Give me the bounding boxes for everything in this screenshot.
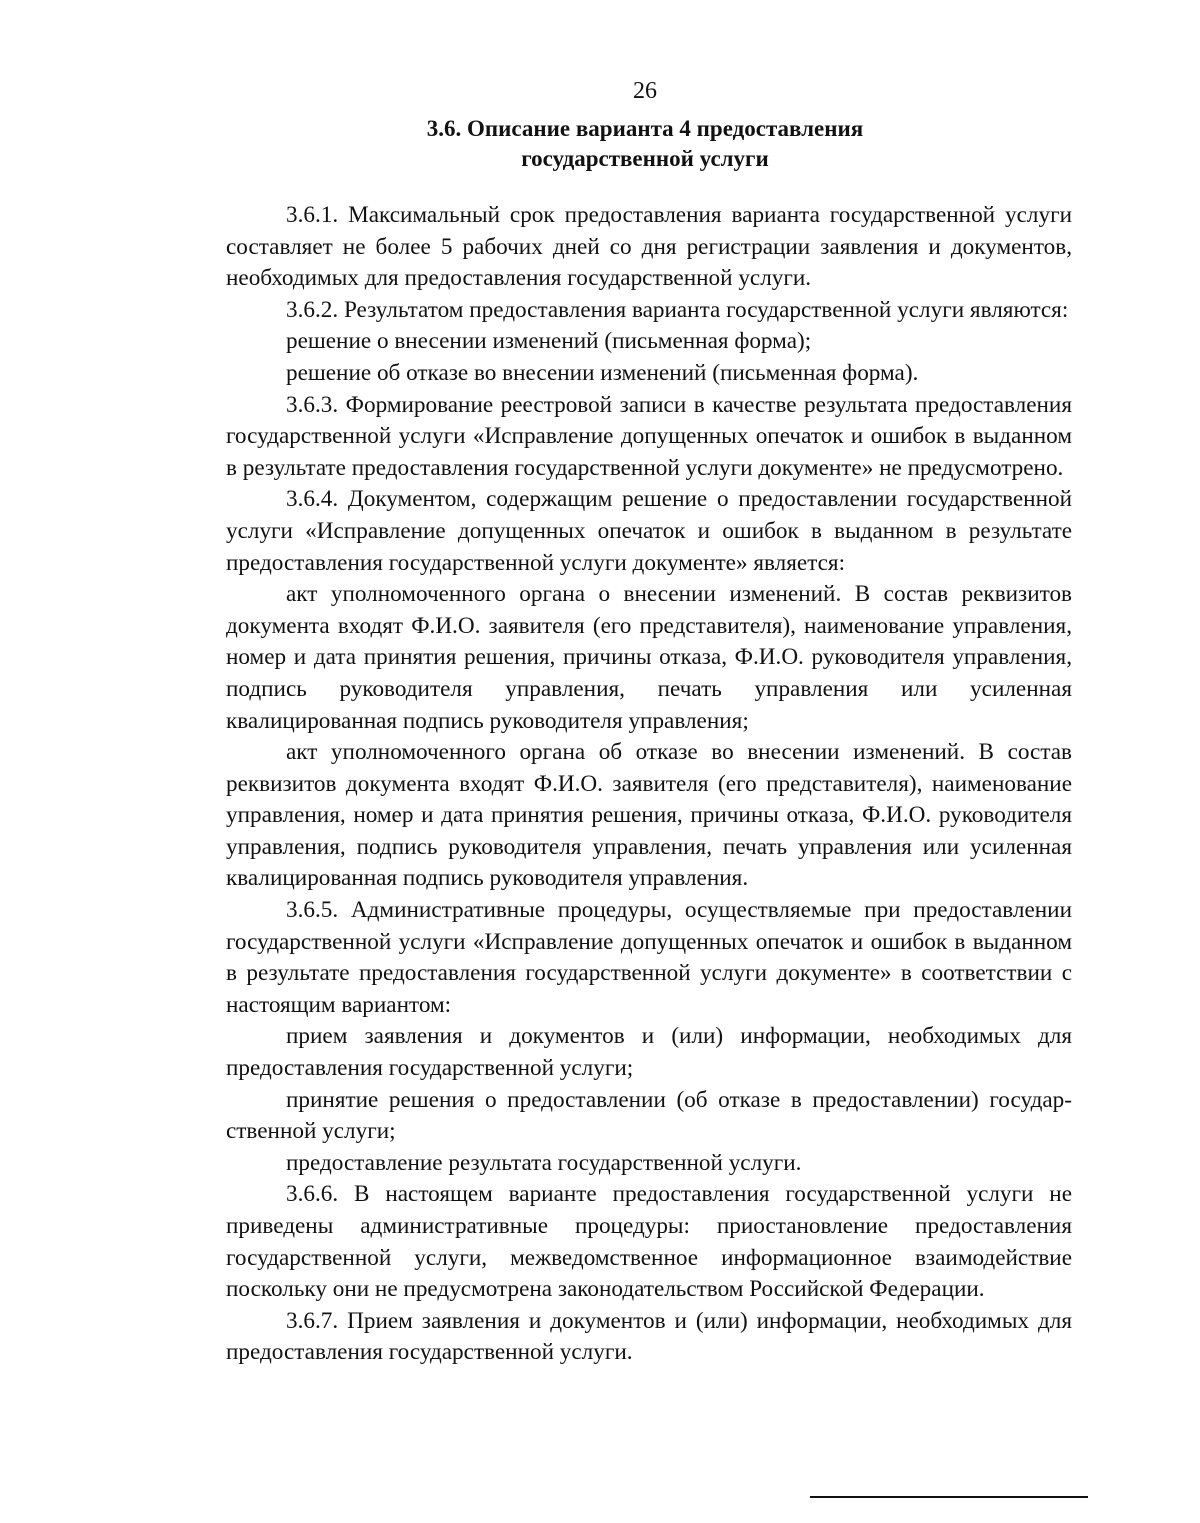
list-item-result-changes: решение о внесении изменений (письменная форма);: [286, 328, 812, 355]
page-number: 26: [633, 78, 657, 104]
list-item-procedure-intake: прием заявления и документов и (или) информации, необходимых для предоставления государственной услуги;: [226, 1023, 1072, 1082]
paragraph-3-6-3: 3.6.3. Формирование реестровой записи в качестве результата предоставления государственной услуги «Исправление допущенных опечаток и ошибок в выданном в результате предоставления государственной услуги документе» не предусмотрено.: [226, 391, 1072, 481]
section-heading-line-1: 3.6. Описание варианта 4 предоставления: [426, 116, 864, 141]
list-item-act-changes: акт уполномоченного органа о внесении изменений. В состав реквизитов документа входят Ф.И.О. заявителя (его представителя), наименование управления, номер и дата принятия решения, причины отказа, Ф.И.О. руководителя управления, подпись руководителя управления, печать управления или усиленная квалицированная подпись руководителя управления;: [226, 581, 1072, 734]
paragraph-3-6-6: 3.6.6. В настоящем варианте предоставления государственной услуги не приведены административные процедуры: приостановление предоставления государственной услуги, межведомственное информационное взаимодействие поскольку они не предусмотрена законодательством Российской Федерации.: [226, 1181, 1072, 1303]
list-item-procedure-decision: принятие решения о предоставлении (об отказе в предоставлении) государственной услуги;: [226, 1086, 1072, 1145]
paragraph-3-6-4: 3.6.4. Документом, содержащим решение о предоставлении государственной услуги «Исправление допущенных опечаток и ошибок в выданном в результате предоставления государственной услуги документе» является:: [226, 486, 1072, 576]
paragraph-3-6-1: 3.6.1. Максимальный срок предоставления варианта государственной услуги составляет не более 5 рабочих дней со дня регистрации заявления и документов, необходимых для предоставления государственной услуги.: [226, 202, 1072, 292]
paragraph-3-6-2: 3.6.2. Результатом предоставления варианта государственной услуги являются:: [286, 296, 1069, 323]
section-heading: [0, 114, 1200, 174]
footer-rule: [810, 1496, 1088, 1498]
paragraph-3-6-7: 3.6.7. Прием заявления и документов и (или) информации, необходимых для предоставления государственной услуги.: [226, 1307, 1072, 1366]
list-item-act-refusal: акт уполномоченного органа об отказе во внесении изменений. В состав реквизитов документа входят Ф.И.О. заявителя (его представителя), наименование управления, номер и дата принятия решения, причины отказа, Ф.И.О. руководителя управления, подпись руководителя управления, печать управления или усиленная квалицированная подпись руководителя управления.: [226, 739, 1072, 892]
list-item-result-refusal: решение об отказе во внесении изменений (письменная форма).: [286, 359, 919, 386]
paragraph-3-6-5: 3.6.5. Административные процедуры, осуществляемые при предоставлении государственной услуги «Исправление допущенных опечаток и ошибок в выданном в результате предоставления государственной услуги документе» в соответствии с настоящим вариантом:: [226, 897, 1072, 1018]
list-item-procedure-result: предоставление результата государственной услуги.: [286, 1149, 802, 1176]
section-heading-line-2: государственной услуги: [521, 146, 769, 171]
body-text: [226, 200, 1072, 1369]
